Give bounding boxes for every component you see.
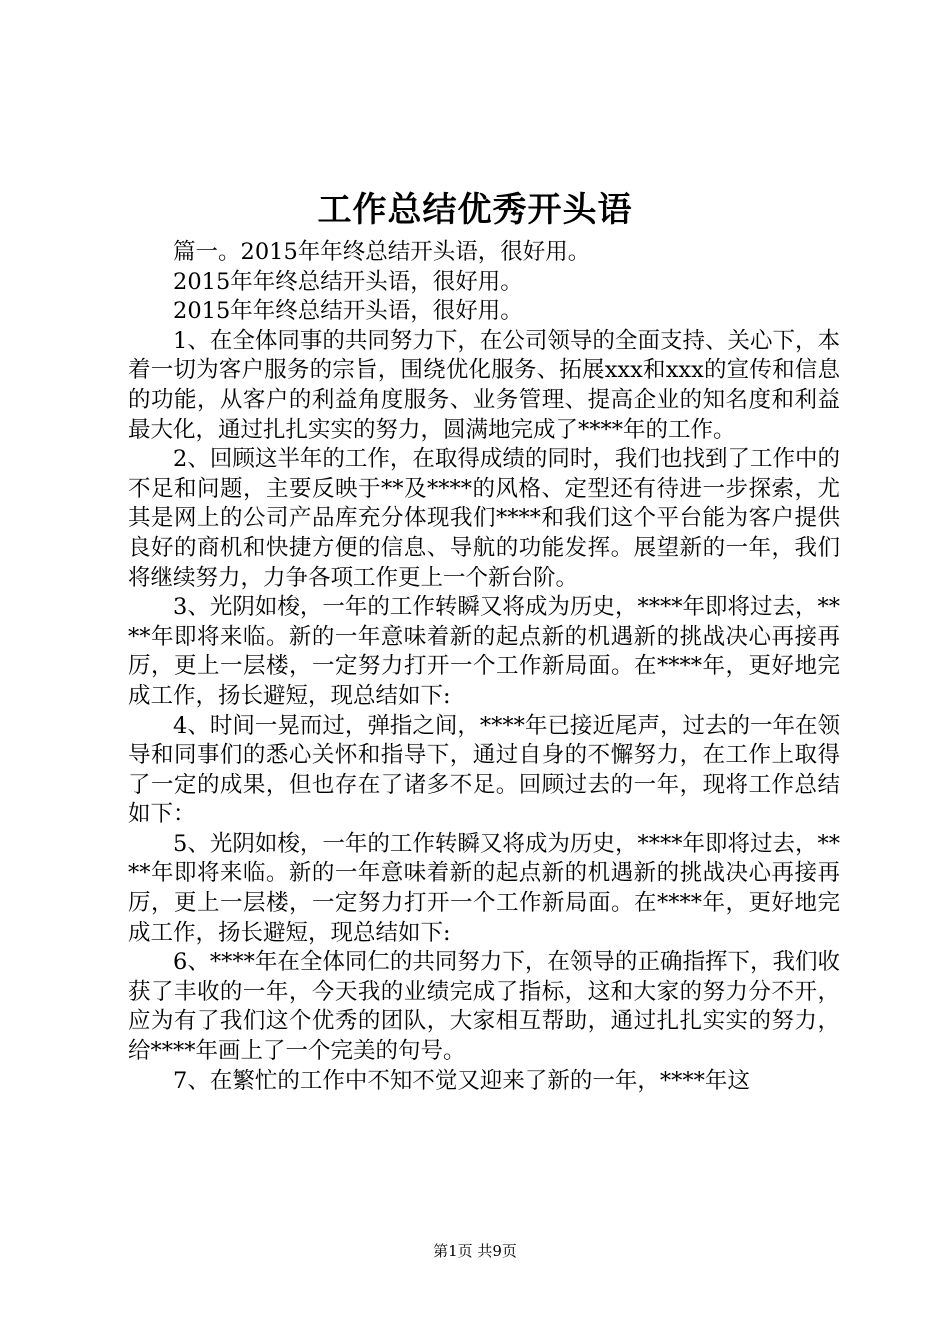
paragraph: 2015年年终总结开头语，很好用。 (173, 268, 523, 295)
paragraph: 7、在繁忙的工作中不知不觉又迎来了新的一年，****年这 (173, 1067, 750, 1094)
document-body (128, 238, 840, 1096)
paragraph: 2015年年终总结开头语，很好用。 (173, 298, 523, 325)
paragraph: 1、在全体同事的共同努力下，在公司领导的全面支持、关心下，本着一切为客户服务的宗旨，围绕优化服务、拓展xxx和xxx的宣传和信息的功能，从客户的利益角度服务、业务管理、提高企业的知名度和利益最大化，通过扎扎实实的努力，圆满地完成了****年的工作。 (128, 327, 840, 443)
page-footer: 第1页 共9页 (433, 1242, 517, 1260)
paragraph: 4、时间一晃而过，弹指之间，****年已接近尾声，过去的一年在领导和同事们的悉心关怀和指导下，通过自身的不懈努力，在工作上取得了一定的成果，但也存在了诸多不足。回顾过去的一年，现将工作总结如下： (128, 712, 840, 828)
paragraph: 2、回顾这半年的工作，在取得成绩的同时，我们也找到了工作中的不足和问题，主要反映于**及****的风格、定型还有待进一步探索，尤其是网上的公司产品库充分体现我们****和我们这个平台能为客户提供良好的商机和快捷方便的信息、导航的功能发挥。展望新的一年，我们将继续努力，力争各项工作更上一个新台阶。 (128, 446, 840, 591)
paragraph: 6、****年在全体同仁的共同努力下，在领导的正确指挥下，我们收获了丰收的一年，今天我的业绩完成了指标，这和大家的努力分不开，应为有了我们这个优秀的团队，大家相互帮助，通过扎扎实实的努力，给****年画上了一个完美的句号。 (128, 949, 840, 1065)
paragraph: 篇一。2015年年终总结开头语，很好用。 (173, 239, 591, 265)
document-title: 工作总结优秀开头语 (317, 190, 633, 230)
paragraph: 3、光阴如梭，一年的工作转瞬又将成为历史，****年即将过去，****年即将来临。新的一年意味着新的起点新的机遇新的挑战决心再接再厉，更上一层楼，一定努力打开一个工作新局面。在****年，更好地完成工作，扬长避短，现总结如下: (128, 594, 840, 709)
paragraph: 5、光阴如梭，一年的工作转瞬又将成为历史，****年即将过去，****年即将来临。新的一年意味着新的起点新的机遇新的挑战决心再接再厉，更上一层楼，一定努力打开一个工作新局面。在****年，更好地完成工作，扬长避短，现总结如下: (128, 830, 840, 946)
